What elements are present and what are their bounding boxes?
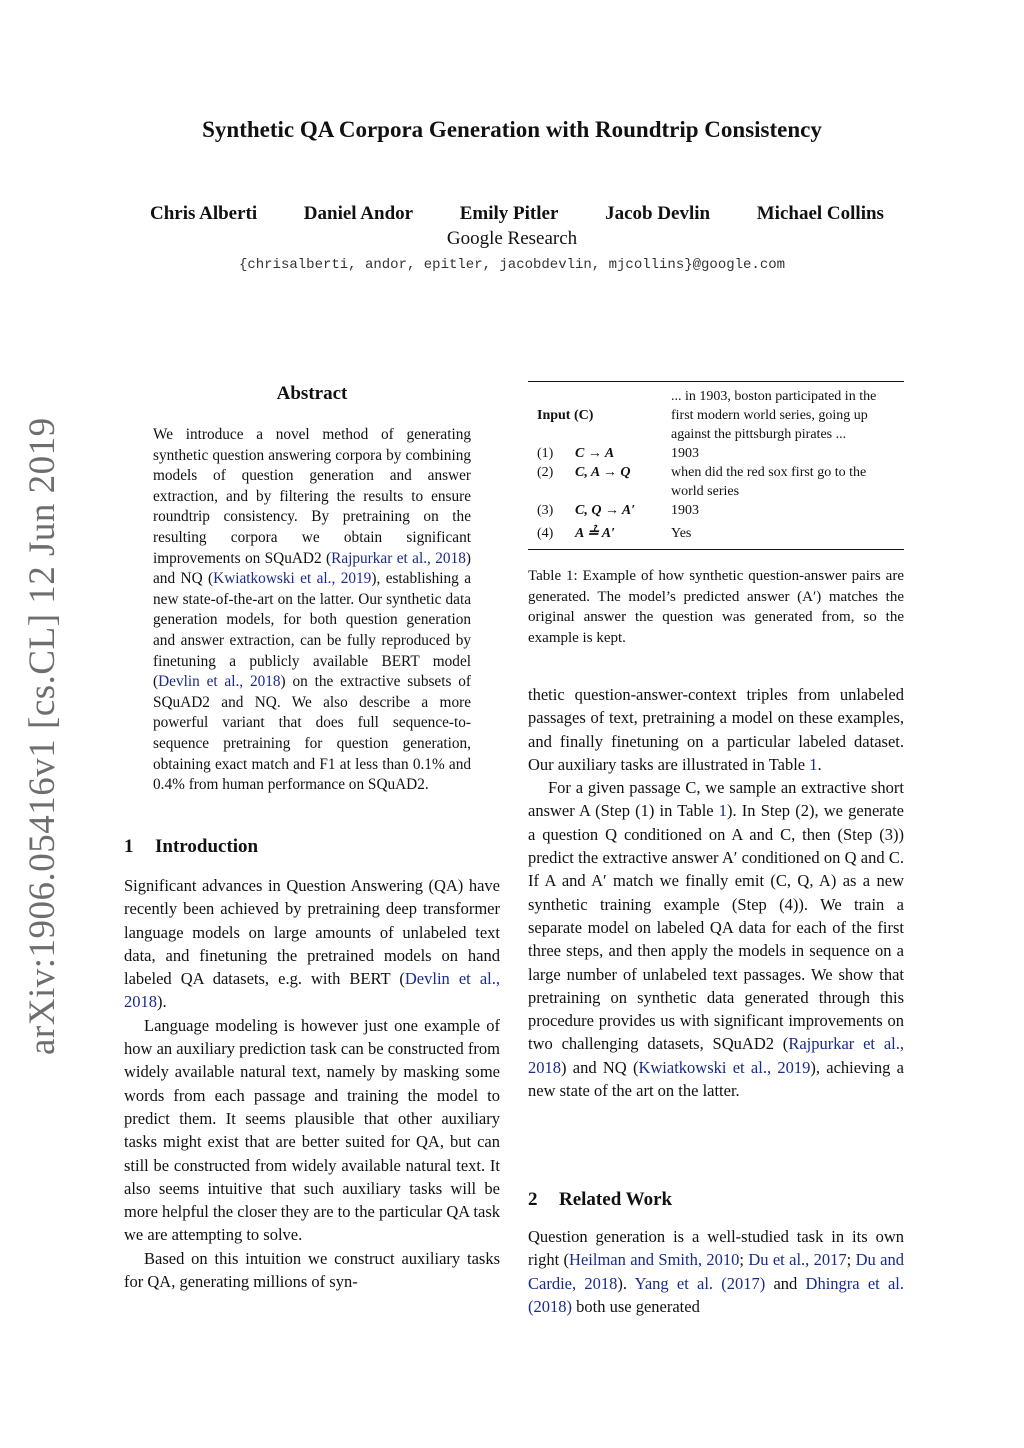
citation-link[interactable]: Kwiatkowski et al., 2019 xyxy=(213,570,372,588)
row-index: (2) xyxy=(537,465,554,480)
section-title: Introduction xyxy=(155,836,259,857)
citation-link[interactable]: Kwiatkowski et al., 2019 xyxy=(638,1057,811,1077)
table-1 xyxy=(528,381,904,550)
citation-link[interactable]: Devlin et al., 2018 xyxy=(158,673,281,691)
section-title: Related Work xyxy=(559,1189,673,1210)
related-work-body xyxy=(528,1225,904,1318)
abstract-text: ) on the extractive subsets of SQuAD2 and NQ. We also describe a more powerful variant that does full sequence-to-sequence pretraining for question generation, obtaining exact match and F1 at less than 0.1% and 0.4% from human performance on SQuAD2. xyxy=(153,673,471,794)
paragraph-text: ) and NQ ( xyxy=(561,1057,639,1077)
paragraph-text: Question generation is a well-studied task in its own right ( xyxy=(528,1227,904,1270)
abstract-heading: Abstract xyxy=(276,383,348,404)
author-name: Michael Collins xyxy=(756,203,884,224)
paragraph xyxy=(528,1225,904,1318)
paragraph: Based on this intuition we construct auxiliary tasks for QA, generating millions of syn- xyxy=(124,1248,500,1292)
author-name: Daniel Andor xyxy=(303,203,414,224)
table-ref-link[interactable]: 1 xyxy=(809,754,818,774)
table-row xyxy=(528,501,904,520)
paragraph-text: For a given passage C, we sample an extractive short answer A (Step (1) in Table xyxy=(528,778,904,821)
citation-link[interactable]: Dhingra et al. (2018) xyxy=(528,1273,904,1316)
author-emails: {chrisalberti, andor, epitler, jacobdevlin, mjcollins}@google.com xyxy=(238,257,786,273)
row-index: (4) xyxy=(537,526,554,541)
paragraph-text: ; xyxy=(846,1250,856,1270)
section-heading-related-work xyxy=(528,1189,904,1211)
paragraph-text: . xyxy=(817,754,822,774)
section-number: 1 xyxy=(124,836,134,857)
table-row xyxy=(528,382,904,444)
abstract-text: ), establishing a new state-of-the-art on the latter. Our synthetic data generation models, for both question generation and answer extraction, can be fully reproduced by finetuning a publicly available BERT model ( xyxy=(153,570,471,691)
paragraph-text: thetic question-answer-context triples from unlabeled passages of text, pretraining a model on these examples, and finally finetuning on a particular labeled dataset. Our auxiliary tasks are illustrated in Table xyxy=(528,685,904,774)
paragraph-text: ). In Step (2), we generate a question Q conditioned on A and C, then (Step (3)) predict the extractive answer A′ conditioned on Q and C. If A and A′ match we finally emit (C, Q, A) as a new synthetic training example (Step (4)). We train a separate model on labeled QA data for each of the first three steps, and then apply the models in sequence on a large number of unlabeled text passages. We show that pretraining on synthetic data generated through this procedure provides us with significant improvements on two challenging datasets, SQuAD2 ( xyxy=(528,801,904,1054)
introduction-body xyxy=(124,874,500,1293)
citation-link[interactable]: Du and Cardie, 2018 xyxy=(528,1250,904,1293)
citation-link[interactable]: Devlin et al., 2018 xyxy=(124,969,500,1012)
arxiv-stamp: arXiv:1906.05416v1 [cs.CL] 12 Jun 2019 xyxy=(22,417,63,1055)
abstract-text: We introduce a novel method of generating synthetic question answering corpora by combining models of question generation and answer extraction, and by filtering the results to ensure roundtrip consistency. By pretraining on the resulting corpora we obtain significant improvements on SQuAD2 ( xyxy=(153,426,471,567)
paragraph-text: and xyxy=(765,1273,806,1293)
paragraph-text: both use generated xyxy=(572,1296,700,1316)
row-value: 1903 xyxy=(671,503,699,518)
row-value: 1903 xyxy=(671,446,699,461)
author-name: Chris Alberti xyxy=(150,203,258,224)
paper-title: Synthetic QA Corpora Generation with Roundtrip Consistency xyxy=(202,117,822,142)
paragraph: Language modeling is however just one example of how an auxiliary prediction task can be constructed from widely available natural text, namely by masking some words from each passage and training the model to predict them. It seems plausible that other auxiliary tasks might exist that are better suited for QA, but can still be constructed from widely available natural text. It also seems intuitive that such auxiliary tasks will be more helpful the closer they are to the particular QA task we are attempting to solve. xyxy=(124,1015,500,1245)
paragraph-text: Significant advances in Question Answering (QA) have recently been achieved by pretraining deep transformer language models on large amounts of unlabeled text data, and finetuning the pretrained models on hand labeled QA datasets, e.g. with BERT ( xyxy=(124,876,500,989)
row-step: C → A xyxy=(575,446,615,461)
table-caption: Table 1: Example of how synthetic question-answer pairs are generated. The model’s predicted answer (A′) matches the original answer the question was generated from, so the example is kept. xyxy=(528,568,904,647)
abstract-text: ) and NQ ( xyxy=(153,549,471,588)
paragraph xyxy=(528,683,904,776)
row-value: Yes xyxy=(671,526,692,541)
paragraph xyxy=(528,776,904,1102)
row-index: (1) xyxy=(537,446,554,461)
table-row xyxy=(528,463,904,501)
table-row xyxy=(528,520,904,549)
row-index: (3) xyxy=(537,503,554,518)
row-step: A ≟ A′ xyxy=(575,526,616,541)
citation-link[interactable]: Heilman and Smith, 2010 xyxy=(569,1250,740,1270)
citation-link[interactable]: Rajpurkar et al., 2018 xyxy=(528,1034,905,1077)
paragraph-text: ). xyxy=(617,1273,635,1293)
table-header-value: ... in 1903, boston participated in the first modern world series, going up against the pittsburgh pirates ... xyxy=(671,389,877,442)
row-step: C, A → Q xyxy=(575,465,631,480)
right-column-body xyxy=(528,683,904,1102)
row-value: when did the red sox first go to the world series xyxy=(671,465,867,499)
table-bottom-rule xyxy=(528,549,904,550)
citation-link[interactable]: Rajpurkar et al., 2018 xyxy=(331,549,466,567)
citation-link[interactable]: Yang et al. (2017) xyxy=(634,1273,766,1293)
table-header-label: Input (C) xyxy=(537,408,594,423)
author-name: Emily Pitler xyxy=(459,203,559,224)
author-list xyxy=(150,203,884,225)
citation-link[interactable]: Du et al., 2017 xyxy=(748,1250,847,1270)
section-number: 2 xyxy=(528,1189,538,1210)
author-name: Jacob Devlin xyxy=(605,203,711,224)
table-row xyxy=(528,444,904,463)
abstract-body xyxy=(153,425,471,796)
section-heading-introduction xyxy=(124,836,500,858)
example-table xyxy=(528,382,904,549)
paragraph-text: ). xyxy=(157,992,167,1012)
row-step: C, Q → A′ xyxy=(575,503,636,518)
paragraph xyxy=(124,874,500,1014)
paragraph-text: ), achieving a new state of the art on the latter. xyxy=(528,1057,904,1101)
affiliation: Google Research xyxy=(446,228,578,249)
table-ref-link[interactable]: 1 xyxy=(718,801,728,821)
paragraph-text: ; xyxy=(739,1250,749,1270)
